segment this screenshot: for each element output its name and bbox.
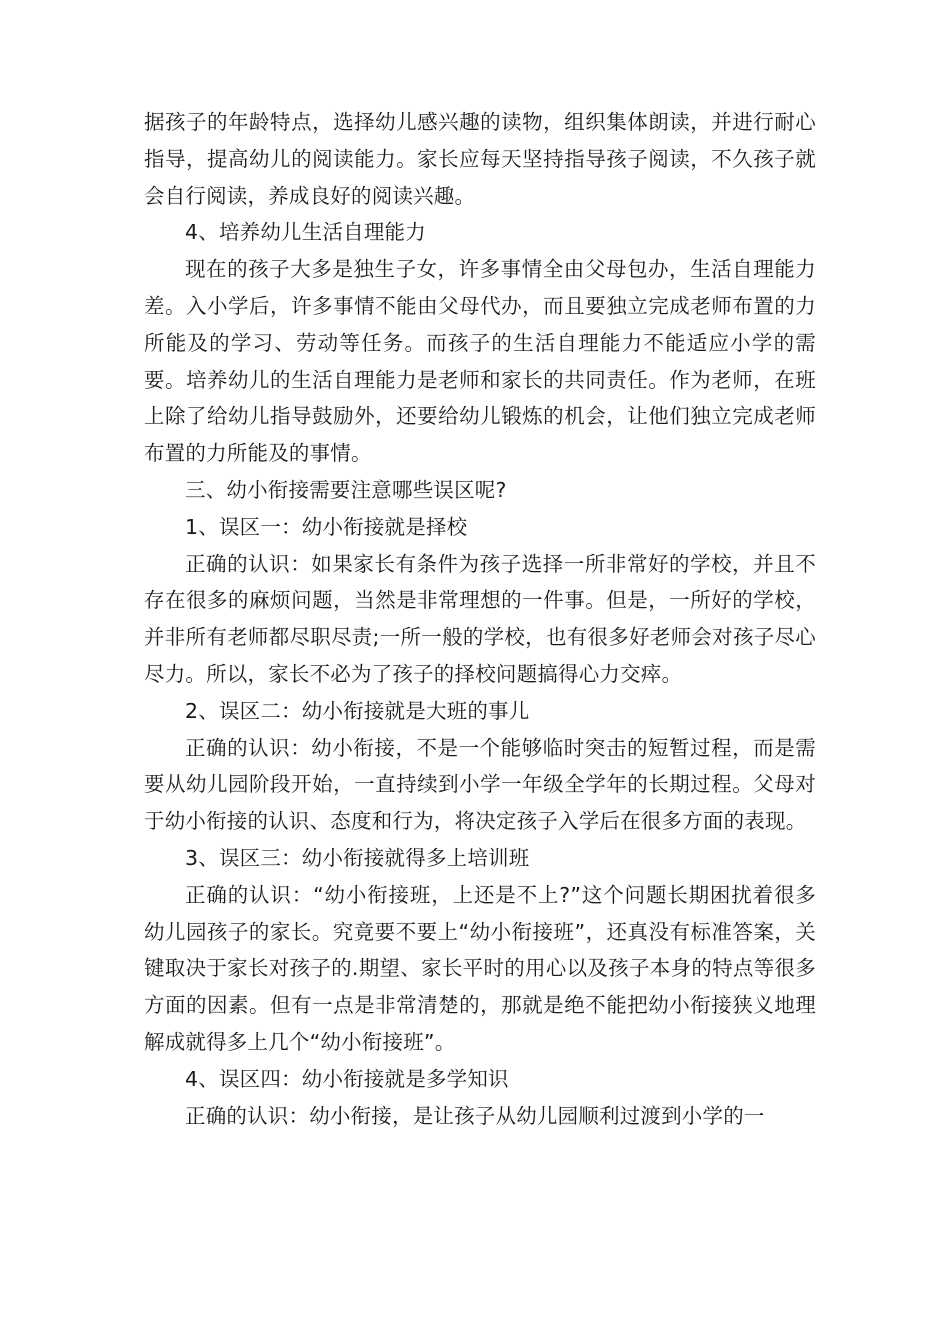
paragraph-misconception-4: 正确的认识：幼小衔接，是让孩子从幼儿园顺利过渡到小学的一 xyxy=(185,1103,765,1128)
document-body xyxy=(144,104,816,1134)
heading-misconception-2: 2、误区二：幼小衔接就是大班的事儿 xyxy=(185,698,530,723)
paragraph-misconception-2: 正确的认识：幼小衔接，不是一个能够临时突击的短暂过程，而是需要从幼儿园阶段开始，一直持续到小学一年级全学年的长期过程。父母对于幼小衔接的认识、态度和行为，将决定孩子入学后在很多方面的表现。 xyxy=(144,735,816,834)
heading-misconceptions: 三、幼小衔接需要注意哪些误区呢? xyxy=(185,477,507,502)
paragraph-self-care: 现在的孩子大多是独生子女，许多事情全由父母包办，生活自理能力差。入小学后，许多事情不能由父母代办，而且要独立完成老师布置的力所能及的学习、劳动等任务。而孩子的生活自理能力不能适应小学的需要。培养幼儿的生活自理能力是老师和家长的共同责任。作为老师，在班上除了给幼儿指导鼓励外，还要给幼儿锻炼的机会，让他们独立完成老师布置的力所能及的事情。 xyxy=(144,257,816,466)
heading-misconception-4: 4、误区四：幼小衔接就是多学知识 xyxy=(185,1066,509,1091)
paragraph-misconception-3: 正确的认识：“幼小衔接班，上还是不上?”这个问题长期困扰着很多幼儿园孩子的家长。究竟要不要上“幼小衔接班”，还真没有标准答案，关键取决于家长对孩子的.期望、家长平时的用心以及孩子本身的特点等很多方面的因素。但有一点是非常清楚的，那就是绝不能把幼小衔接狭义地理解成就得多上几个“幼小衔接班”。 xyxy=(144,882,816,1054)
heading-misconception-3: 3、误区三：幼小衔接就得多上培训班 xyxy=(185,845,530,870)
heading-misconception-1: 1、误区一：幼小衔接就是择校 xyxy=(185,514,468,539)
paragraph-reading-guidance: 据孩子的年龄特点，选择幼儿感兴趣的读物，组织集体朗读，并进行耐心指导，提高幼儿的阅读能力。家长应每天坚持指导孩子阅读，不久孩子就会自行阅读，养成良好的阅读兴趣。 xyxy=(144,110,816,208)
heading-self-care-ability: 4、培养幼儿生活自理能力 xyxy=(185,220,426,245)
paragraph-misconception-1: 正确的认识：如果家长有条件为孩子选择一所非常好的学校，并且不存在很多的麻烦问题，当然是非常理想的一件事。但是，一所好的学校，并非所有老师都尽职尽责;一所一般的学校，也有很多好老师会对孩子尽心尽力。所以，家长不必为了孩子的择校问题搞得心力交瘁。 xyxy=(144,551,816,686)
